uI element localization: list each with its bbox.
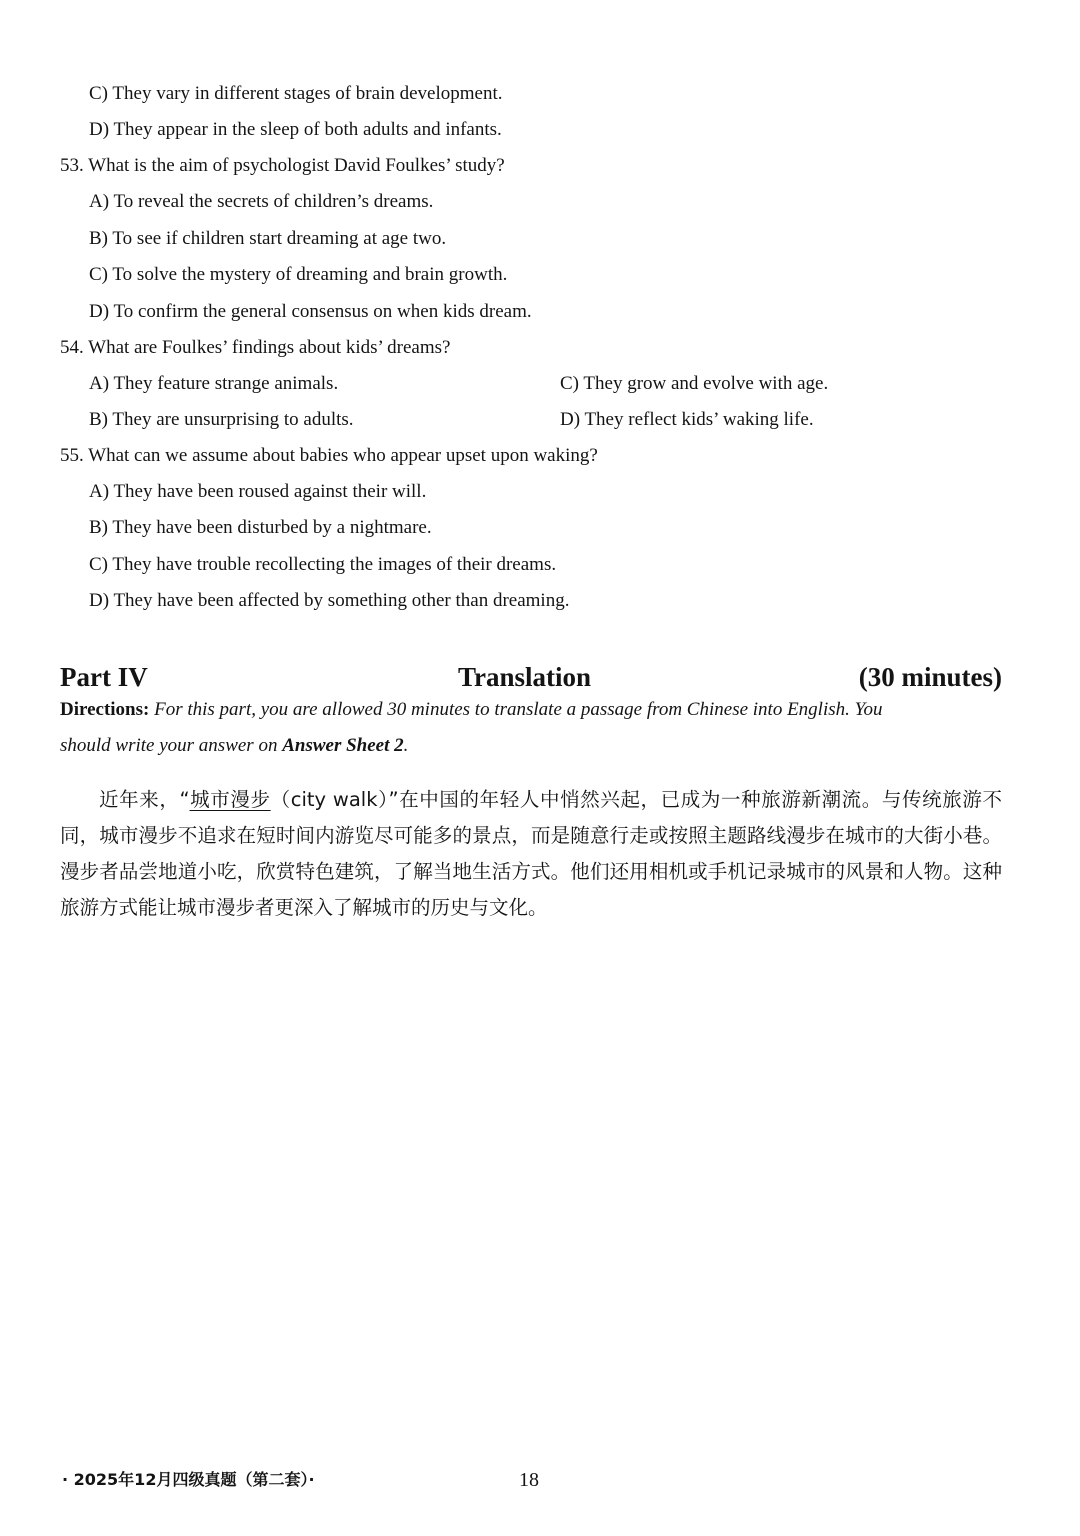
page-number: 18 bbox=[519, 1469, 539, 1491]
q52-option-c: C) They vary in different stages of brain development. bbox=[89, 83, 503, 104]
q54-stem: 54. What are Foulkes’ findings about kids’ dreams? bbox=[60, 337, 451, 358]
q53-option-d: D) To confirm the general consensus on when kids dream. bbox=[89, 301, 532, 322]
directions-line-1 bbox=[60, 698, 1002, 722]
q52-option-d: D) They appear in the sleep of both adults and infants. bbox=[89, 119, 502, 140]
q55-stem: 55. What can we assume about babies who appear upset upon waking? bbox=[60, 445, 598, 466]
directions-line-2 bbox=[60, 734, 1002, 758]
part-header bbox=[60, 662, 1002, 696]
q54-option-a: A) They feature strange animals. bbox=[89, 373, 339, 394]
q53-option-a: A) To reveal the secrets of children’s dreams. bbox=[89, 191, 434, 212]
part-title: Translation bbox=[458, 662, 592, 692]
passage-body: 在中国的年轻人中悄然兴起，已成为一种旅游新潮流。与传统旅游不同，城市漫步不追求在短时间内游览尽可能多的景点，而是随意行走或按照主题路线漫步在城市的大街小巷。漫步者品尝地道小吃，欣赏特色建筑，了解当地生活方式。他们还用相机或手机记录城市的风景和人物。这种旅游方式能让城市漫步者更深入了解城市的历史与文化。 bbox=[60, 788, 1002, 919]
directions-text-2: should write your answer on bbox=[60, 735, 278, 756]
footer-source: · 2025年12月四级真题（第二套）· bbox=[62, 1470, 315, 1489]
q54-option-b: B) They are unsurprising to adults. bbox=[89, 409, 354, 430]
part-label: Part IV bbox=[60, 662, 148, 692]
q53-stem: 53. What is the aim of psychologist David Foulkes’ study? bbox=[60, 155, 505, 176]
passage-term-en: （city walk）” bbox=[270, 788, 399, 811]
passage-term: 城市漫步 bbox=[189, 788, 271, 811]
q55-option-a: A) They have been roused against their will. bbox=[89, 481, 427, 502]
translation-passage bbox=[60, 782, 1002, 926]
passage-intro: 近年来，“ bbox=[99, 788, 190, 811]
directions-text: For this part, you are allowed 30 minutes to translate a passage from Chinese into English. You bbox=[154, 699, 883, 720]
part-time: (30 minutes) bbox=[858, 662, 1002, 692]
q53-option-c: C) To solve the mystery of dreaming and brain growth. bbox=[89, 264, 508, 285]
answer-sheet-ref: Answer Sheet 2 bbox=[282, 735, 404, 756]
q53-option-b: B) To see if children start dreaming at age two. bbox=[89, 228, 447, 249]
q54-option-d: D) They reflect kids’ waking life. bbox=[560, 409, 814, 430]
directions-end: . bbox=[403, 735, 409, 756]
q55-option-c: C) They have trouble recollecting the images of their dreams. bbox=[89, 554, 557, 575]
q54-option-c: C) They grow and evolve with age. bbox=[560, 373, 829, 394]
directions-label: Directions: bbox=[60, 699, 150, 720]
q55-option-d: D) They have been affected by something other than dreaming. bbox=[89, 590, 570, 611]
q55-option-b: B) They have been disturbed by a nightmare. bbox=[89, 517, 432, 538]
